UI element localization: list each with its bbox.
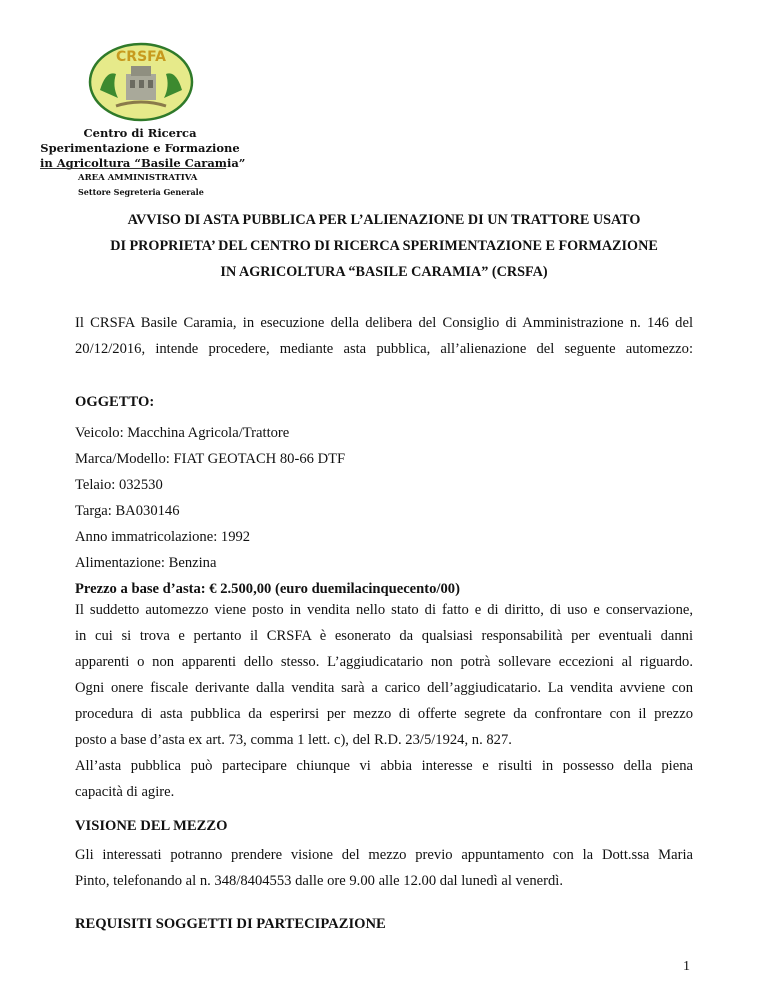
- header-divider: [40, 168, 226, 169]
- visione-heading: VISIONE DEL MEZZO: [75, 818, 228, 834]
- settore-label: Settore Segreteria Generale: [78, 187, 204, 197]
- oggetto-item: Marca/Modello: FIAT GEOTACH 80-66 DTF: [75, 451, 346, 467]
- logo-wordmark: CRSFA: [116, 49, 166, 65]
- title-line: DI PROPRIETA’ DEL CENTRO DI RICERCA SPERIMENTAZIONE E FORMAZIONE: [110, 238, 658, 254]
- intro-paragraph: [75, 310, 693, 362]
- prezzo-base-asta: Prezzo a base d’asta: € 2.500,00 (euro duemilacinquecento/00): [75, 581, 460, 597]
- area-label: AREA AMMINISTRATIVA: [78, 173, 198, 183]
- org-line: Centro di Ricerca: [83, 126, 197, 140]
- intro-line: Il CRSFA Basile Caramia, in esecuzione della delibera del Consiglio di Amministrazione n. 146 del: [75, 315, 693, 331]
- page-number: 1: [683, 959, 690, 974]
- condizioni-paragraph: [75, 597, 693, 805]
- intro-line: 20/12/2016, intende procedere, mediante asta pubblica, all’alienazione del seguente automezzo:: [75, 341, 693, 357]
- document-title: [60, 207, 708, 285]
- organization-name: [40, 126, 246, 171]
- org-line: Sperimentazione e Formazione: [40, 141, 240, 155]
- title-line: IN AGRICOLTURA “BASILE CARAMIA” (CRSFA): [220, 264, 548, 280]
- condizioni-line: Ogni onere fiscale derivante dalla vendita sarà a carico dell’aggiudicatario. La vendita avviene con: [75, 680, 693, 696]
- oggetto-item: Anno immatricolazione: 1992: [75, 529, 251, 545]
- condizioni-line: Il suddetto automezzo viene posto in vendita nello stato di fatto e di diritto, di uso e conservazione,: [75, 602, 693, 618]
- org-line: in Agricoltura “Basile Caramia”: [40, 156, 246, 170]
- oggetto-item: Targa: BA030146: [75, 503, 180, 519]
- title-line: AVVISO DI ASTA PUBBLICA PER L’ALIENAZIONE DI UN TRATTORE USATO: [127, 212, 641, 228]
- oggetto-item: Alimentazione: Benzina: [75, 555, 217, 571]
- oggetto-list: [75, 420, 693, 602]
- condizioni-line: in cui si trova e pertanto il CRSFA è esonerato da qualsiasi responsabilità per eventuali danni: [75, 628, 693, 644]
- visione-paragraph: [75, 842, 693, 894]
- visione-line: Pinto, telefonando al n. 348/8404553 dalle ore 9.00 alle 12.00 dal lunedì al venerdì.: [75, 873, 563, 889]
- oggetto-item: Veicolo: Macchina Agricola/Trattore: [75, 425, 290, 441]
- oggetto-heading: OGGETTO:: [75, 394, 155, 410]
- condizioni-line: apparenti o non apparenti dello stesso. L’aggiudicatario non potrà sollevare eccezioni al riguardo.: [75, 654, 693, 670]
- crsfa-logo: [86, 40, 196, 122]
- requisiti-heading: REQUISITI SOGGETTI DI PARTECIPAZIONE: [75, 916, 386, 932]
- visione-line: Gli interessati potranno prendere visione del mezzo previo appuntamento con la Dott.ssa Maria: [75, 847, 693, 863]
- oggetto-item: Telaio: 032530: [75, 477, 163, 493]
- condizioni-line: posto a base d’asta ex art. 73, comma 1 lett. c), del R.D. 23/5/1924, n. 827.: [75, 732, 512, 748]
- condizioni-line: All’asta pubblica può partecipare chiunque vi abbia interesse e risulti in possesso della piena: [75, 758, 693, 774]
- condizioni-line: capacità di agire.: [75, 784, 175, 800]
- condizioni-line: procedura di asta pubblica da esperirsi per mezzo di offerte segrete da confrontare con il prezzo: [75, 706, 693, 722]
